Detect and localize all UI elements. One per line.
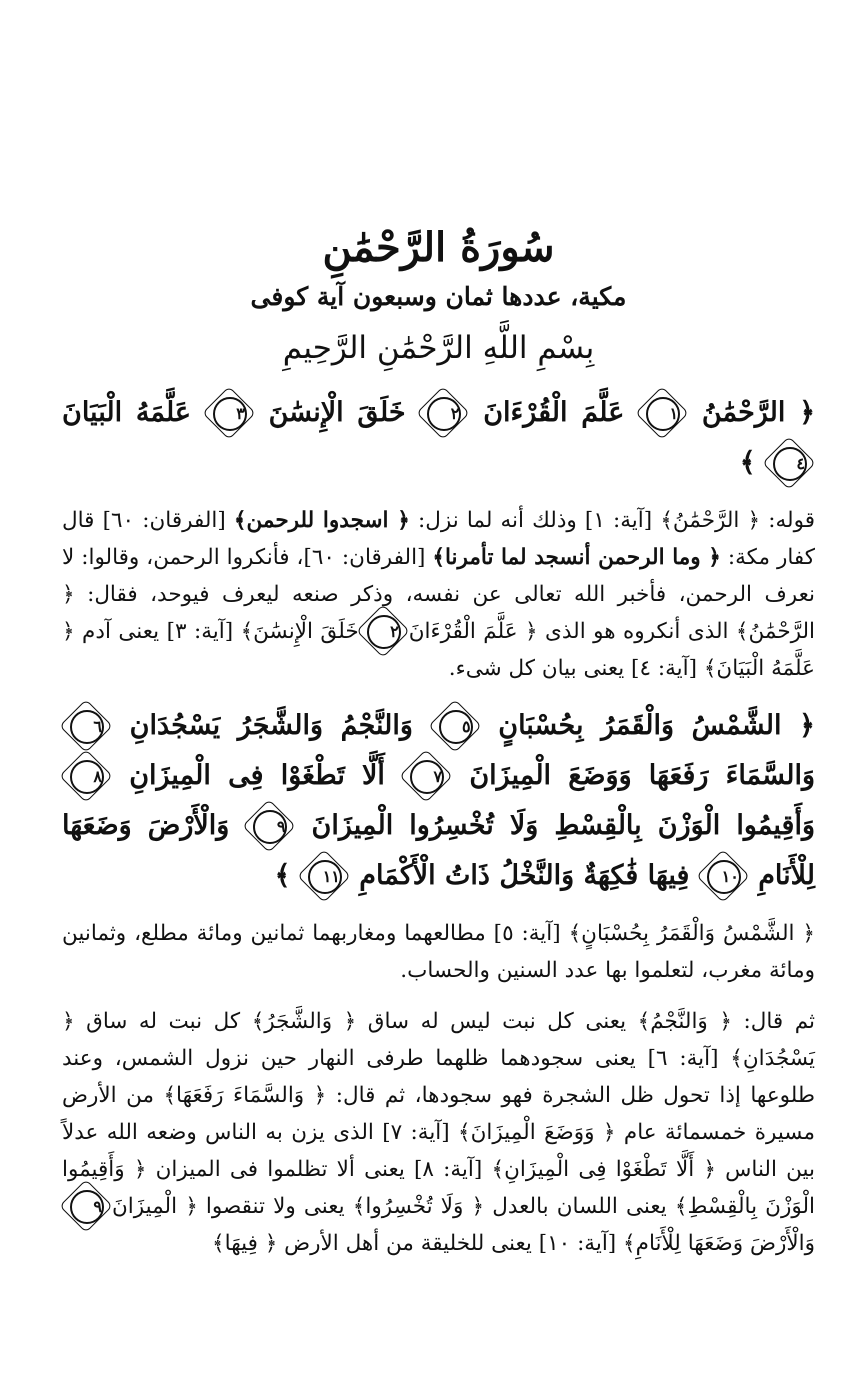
commentary-text: يعنى ولا تنقصوا xyxy=(197,1194,353,1219)
verses-block-2 xyxy=(62,701,815,901)
verse-text: الرَّحْمَٰنُ xyxy=(701,397,786,428)
verse-text: الشَّمْسُ وَالْقَمَرُ بِحُسْبَانٍ xyxy=(498,710,782,741)
quoted-verse: ﴿ يَسْجُدَانِ﴾ xyxy=(62,1009,815,1071)
verse-text: وَالنَّجْمُ وَالشَّجَرُ يَسْجُدَانِ xyxy=(129,710,413,741)
commentary-text: [آية: ٧] الذى يزن به الناس وضعه الله عدلاً بين الناس xyxy=(62,1120,815,1182)
verse-text: وَالْأَرْضَ وَضَعَهَا لِلْأَنَامِ xyxy=(62,810,815,891)
commentary-text: يعنى اللسان بالعدل xyxy=(484,1194,675,1219)
commentary-text: ثم قال: xyxy=(731,1009,815,1034)
verse-number-marker: ٩ xyxy=(70,1190,104,1224)
quoted-verse: ﴿ وَوَضَعَ الْمِيزَانَ﴾ xyxy=(458,1120,616,1145)
verse-number-marker: ١٠ xyxy=(707,860,741,894)
commentary-text: [آية: ٥] مطالعهما ومغاربهما ثمانين ومائة مطلع، وثمانين ومائة مغرب، لتعلموا بها عدد السنين والحساب. xyxy=(62,921,815,983)
quoted-verse: ﴿ الرَّحْمَٰنُ﴾ xyxy=(660,508,761,533)
quoted-verse: ﴿ عَلَّمَ الْقُرْءَانَ xyxy=(408,619,538,644)
commentary-text: كل نبت له ساق xyxy=(74,1009,252,1034)
verse-number-marker: ١١ xyxy=(308,860,342,894)
verse-text: فِيهَا فَٰكِهَةٌ وَالنَّخْلُ ذَاتُ الْأَكْمَامِ xyxy=(359,860,690,891)
quoted-verse: وَالْأَرْضَ وَضَعَهَا لِلْأَنَامِ﴾ xyxy=(623,1231,815,1256)
quoted-verse: ﴿ وَالشَّجَرُ﴾ xyxy=(251,1009,357,1034)
commentary-text: [الفرقان: ٦٠]، فأنكروا الرحمن، وقالوا: لا نعرف الرحمن، فأخبر الله تعالى عن نفسه، وذكر صنعه ليعرف فيوحد، فقال: xyxy=(62,545,815,607)
verse-number-marker: ٧ xyxy=(410,760,444,794)
quoted-verse: ﴿ اسجدوا للرحمن﴾ xyxy=(233,508,410,533)
verse-text: وَأَقِيمُوا الْوَزْنَ بِالْقِسْطِ وَلَا تُخْسِرُوا الْمِيزَانَ xyxy=(311,810,816,841)
commentary-text: [آية: ٨] يعنى ألا تظلموا فى الميزان xyxy=(146,1157,492,1182)
commentary-text: [آية: ٣] يعنى آدم xyxy=(74,619,241,644)
quoted-verse: ﴿ وما الرحمن أنسجد لما تأمرنا﴾ xyxy=(432,545,721,570)
commentary-text: [آية: ١] وذلك أنه لما نزل: xyxy=(409,508,661,533)
quoted-verse: ﴿ الرَّحْمَٰنُ﴾ xyxy=(62,582,815,644)
verse-number-marker: ٢ xyxy=(367,615,401,649)
commentary-paragraph-2 xyxy=(62,915,815,989)
quoted-verse: ﴿ الْمِيزَانَ xyxy=(112,1194,198,1219)
page-content xyxy=(62,218,815,1276)
quoted-verse: ﴿ عَلَّمَهُ الْبَيَانَ﴾ xyxy=(62,619,815,681)
verse-number-marker: ٨ xyxy=(70,760,104,794)
verses-block-1 xyxy=(62,388,815,488)
verse-number-marker: ٥ xyxy=(439,710,473,744)
commentary-paragraph-1 xyxy=(62,502,815,687)
commentary-text: [آية: ٦] يعنى سجودهما ظلهما طرفى النهار حين نزول الشمس، وعند طلوعها إذا تحول ظل الشجرة فهو سجودها، ثم قال: xyxy=(62,1046,815,1108)
quoted-verse: ﴿ فِيهَا﴾ xyxy=(212,1231,278,1256)
quoted-verse: ﴿ وَالسَّمَاءَ رَفَعَهَا﴾ xyxy=(163,1083,327,1108)
quoted-verse: ﴿ وَأَقِيمُوا الْوَزْنَ بِالْقِسْطِ﴾ xyxy=(62,1157,815,1219)
verse-text: عَلَّمَ الْقُرْءَانَ xyxy=(483,397,625,428)
surah-subtitle: مكية، عددها ثمان وسبعون آية كوفى xyxy=(250,282,627,311)
verse-text: وَالسَّمَاءَ رَفَعَهَا وَوَضَعَ الْمِيزَانَ xyxy=(469,760,816,791)
verse-number-marker: ٦ xyxy=(70,710,104,744)
verse-number-marker: ٩ xyxy=(253,810,287,844)
commentary-text: [آية: ١٠] يعنى للخليقة من أهل الأرض xyxy=(277,1231,624,1256)
commentary-text: قوله: xyxy=(760,508,815,533)
commentary-text: الذى أنكروه هو الذى xyxy=(537,619,736,644)
quoted-verse: ﴿ الشَّمْسُ وَالْقَمَرُ بِحُسْبَانٍ﴾ xyxy=(568,921,815,946)
commentary-text: يعنى كل نبت ليس له ساق xyxy=(356,1009,638,1034)
quoted-verse: ﴿ وَالنَّجْمُ﴾ xyxy=(637,1009,732,1034)
brace-open: ﴿ xyxy=(799,710,815,741)
surah-title: سُورَةُ الرَّحْمَٰنِ xyxy=(322,224,555,271)
brace-open: ﴿ xyxy=(799,397,816,428)
commentary-paragraph-3 xyxy=(62,1003,815,1262)
quoted-verse: ﴿ أَلَّا تَطْغَوْا فِى الْمِيزَانِ﴾ xyxy=(491,1157,716,1182)
commentary-text: [آية: ٤] يعنى بيان كل شىء. xyxy=(448,656,704,681)
commentary-text: [الفرقان: ٦٠] قال كفار مكة: xyxy=(62,508,815,570)
quoted-verse: ﴿ وَلَا تُخْسِرُوا﴾ xyxy=(352,1194,485,1219)
verse-text: عَلَّمَهُ الْبَيَانَ xyxy=(62,397,191,428)
verse-text: خَلَقَ الْإِنسَٰنَ xyxy=(268,397,406,428)
quoted-verse: خَلَقَ الْإِنسَٰنَ﴾ xyxy=(240,619,359,644)
commentary-text: من الأرض مسيرة خمسمائة عام xyxy=(62,1083,816,1145)
verse-number-marker: ١ xyxy=(646,397,680,431)
basmala: بِسْمِ اللَّهِ الرَّحْمَٰنِ الرَّحِيمِ xyxy=(282,330,595,366)
brace-close: ﴾ xyxy=(274,860,291,891)
verse-number-marker: ٤ xyxy=(773,447,807,481)
verse-number-marker: ٢ xyxy=(427,397,461,431)
verse-number-marker: ٣ xyxy=(213,397,247,431)
brace-close: ﴾ xyxy=(739,447,756,478)
verse-text: أَلَّا تَطْغَوْا فِى الْمِيزَانِ xyxy=(129,760,385,791)
